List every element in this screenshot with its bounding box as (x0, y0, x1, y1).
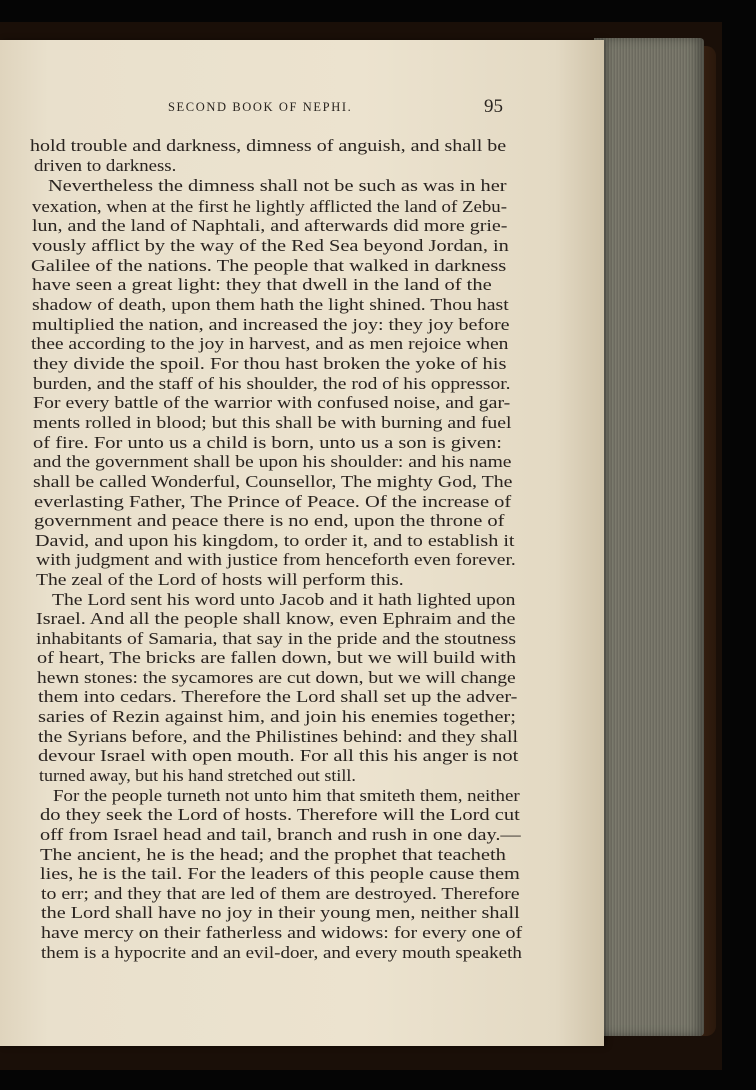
text-line: For every battle of the warrior with confused noise, and gar- (33, 393, 511, 412)
text-line: shadow of death, upon them hath the light shined. Thou hast (32, 295, 509, 314)
text-line: The zeal of the Lord of hosts will perform this. (36, 570, 404, 589)
text-line: vously afflict by the way of the Red Sea beyond Jordan, in (32, 236, 509, 255)
text-line: shall be called Wonderful, Counsellor, The mighty God, The (33, 472, 513, 491)
text-line: Nevertheless the dimness shall not be such as was in her (48, 176, 507, 195)
page-edges (594, 38, 704, 1036)
text-line: the Lord shall have no joy in their young men, neither shall (41, 903, 520, 922)
text-line: of fire. For unto us a child is born, unto us a son is given: (33, 433, 502, 452)
text-line: have mercy on their fatherless and widows: for every one of (41, 923, 523, 942)
text-line: with judgment and with justice from henceforth even forever. (36, 550, 516, 569)
running-head (0, 96, 600, 126)
text-line: saries of Rezin against him, and join his enemies together; (38, 707, 516, 726)
text-line: they divide the spoil. For thou hast broken the yoke of his (33, 354, 507, 373)
text-line: everlasting Father, The Prince of Peace. Of the increase of (34, 492, 512, 511)
text-line: driven to darkness. (34, 156, 177, 175)
page-number: 95 (484, 96, 503, 117)
text-line: The ancient, he is the head; and the prophet that teacheth (40, 845, 506, 864)
text-line: The Lord sent his word unto Jacob and it hath lighted upon (52, 590, 516, 609)
text-line: government and peace there is no end, upon the throne of (34, 511, 505, 530)
text-line: turned away, but his hand stretched out still. (39, 766, 356, 785)
text-line: ments rolled in blood; but this shall be with burning and fuel (33, 413, 512, 432)
text-line: and the government shall be upon his shoulder: and his name (33, 452, 512, 471)
text-line: multiplied the nation, and increased the joy: they joy before (32, 315, 510, 334)
text-line: thee according to the joy in harvest, and as men rejoice when (31, 334, 509, 353)
text-line: Israel. And all the people shall know, even Ephraim and the (36, 609, 516, 628)
text-line: lun, and the land of Naphtali, and afterwards did more grie- (32, 216, 508, 235)
text-line: hewn stones: the sycamores are cut down, but we will change (37, 668, 516, 687)
text-line: the Syrians before, and the Philistines behind: and they shall (38, 727, 519, 746)
text-line: them into cedars. Therefore the Lord shall set up the adver- (38, 687, 518, 706)
text-line: to err; and they that are led of them are destroyed. Therefore (41, 884, 520, 903)
text-line: vexation, when at the first he lightly afflicted the land of Zebu- (32, 197, 507, 216)
text-line: off from Israel head and tail, branch and rush in one day.— (40, 825, 521, 844)
text-line: them is a hypocrite and an evil-doer, and every mouth speaketh (41, 943, 522, 962)
text-line: Galilee of the nations. The people that walked in darkness (31, 256, 507, 275)
text-line: For the people turneth not unto him that smiteth them, neither (53, 786, 520, 805)
text-line: inhabitants of Samaria, that say in the pride and the stoutness (36, 629, 517, 648)
text-line: burden, and the staff of his shoulder, the rod of his oppressor. (33, 374, 511, 393)
text-line: David, and upon his kingdom, to order it, and to establish it (35, 531, 515, 550)
text-line: have seen a great light: they that dwell in the land of the (32, 275, 492, 294)
running-title: SECOND BOOK OF NEPHI. (168, 100, 353, 114)
text-line: devour Israel with open mouth. For all this his anger is not (38, 746, 519, 765)
text-line: of heart, The bricks are fallen down, but we will build with (37, 648, 517, 667)
text-line: lies, he is the tail. For the leaders of this people cause them (40, 864, 520, 883)
text-line: do they seek the Lord of hosts. Therefore will the Lord cut (40, 805, 520, 824)
text-line: hold trouble and darkness, dimness of anguish, and shall be (30, 136, 507, 155)
